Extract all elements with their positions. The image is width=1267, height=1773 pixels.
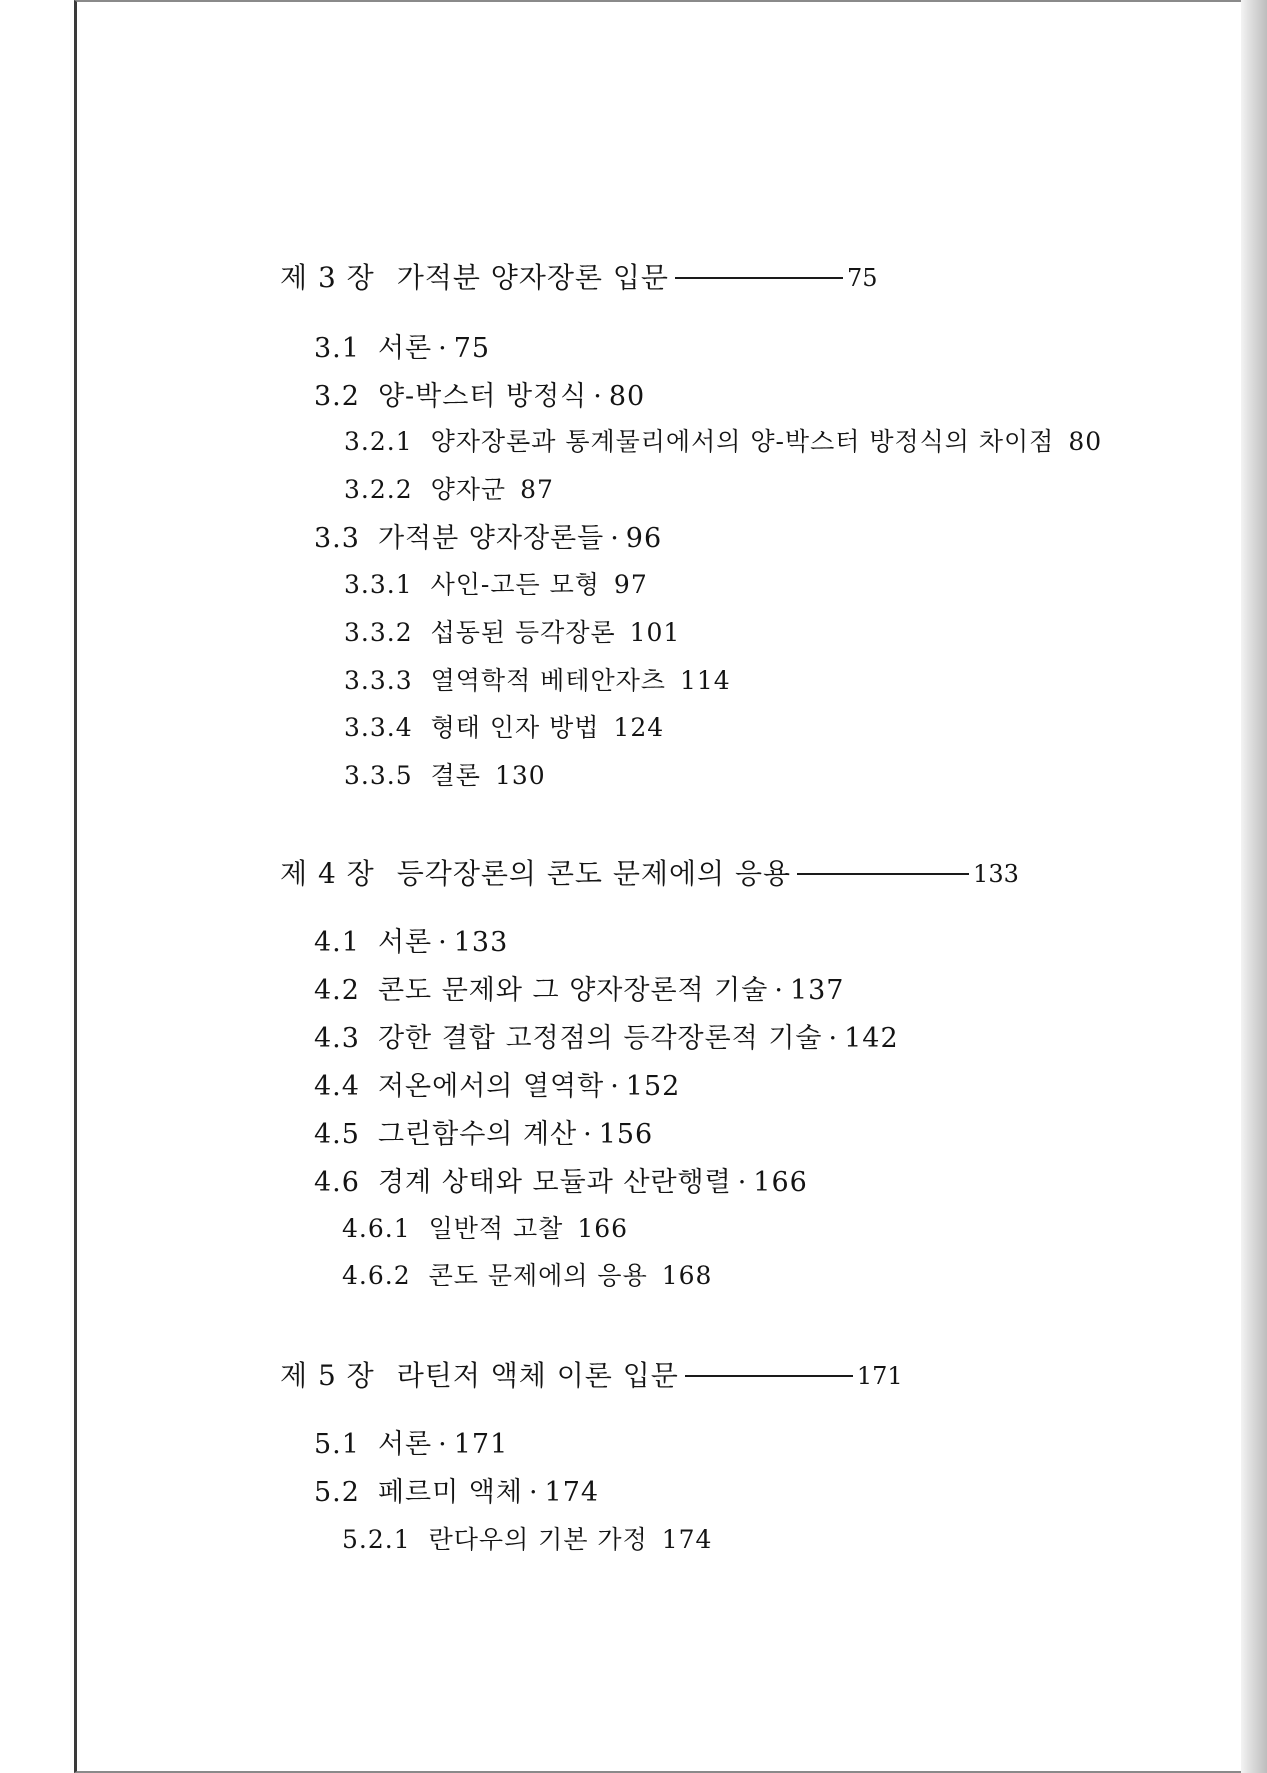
section-title: 강한 결합 고정점의 등각장론적 기술	[377, 1023, 823, 1054]
section-title: 서론	[377, 927, 433, 958]
subsection-title: 양자장론과 통계물리에서의 양-박스터 방정식의 차이점	[430, 427, 1055, 456]
subsection-number: 4.6.1	[342, 1214, 411, 1243]
section-page: 75	[453, 333, 491, 364]
subsection-title: 열역학적 베테안자츠	[430, 666, 666, 695]
section-3-3	[314, 525, 662, 552]
subsection-title: 콘도 문제에의 응용	[428, 1261, 648, 1290]
chapter-title: 가적분 양자장론 입문	[396, 261, 669, 294]
section-number: 4.6	[314, 1167, 360, 1198]
subsection-page: 124	[613, 713, 665, 742]
section-3-2	[314, 383, 645, 410]
section-number: 4.2	[314, 975, 360, 1006]
separator-dot: ·	[774, 975, 784, 1006]
chapter-page: 171	[856, 1362, 903, 1390]
subsection-title: 형태 인자 방법	[430, 713, 600, 742]
separator-dot: ·	[438, 1429, 448, 1460]
section-number: 4.4	[314, 1071, 360, 1102]
section-5-1	[314, 1431, 508, 1458]
section-page: 80	[608, 381, 646, 412]
chapter-3-heading	[280, 261, 878, 294]
subsection-page: 114	[679, 666, 731, 695]
separator-dot: ·	[610, 523, 620, 554]
subsection-3-3-4	[344, 715, 664, 740]
subsection-4-6-2	[342, 1263, 712, 1288]
subsection-4-6-1	[342, 1216, 628, 1241]
section-title: 페르미 액체	[377, 1477, 523, 1508]
section-number: 5.2	[314, 1477, 360, 1508]
section-title: 콘도 문제와 그 양자장론적 기술	[377, 975, 769, 1006]
chapter-4-heading	[280, 857, 1019, 890]
section-title: 가적분 양자장론들	[377, 523, 605, 554]
section-page: 137	[789, 975, 845, 1006]
section-number: 3.1	[314, 333, 360, 364]
section-page: 166	[753, 1167, 808, 1198]
section-number: 3.2	[314, 381, 360, 412]
chapter-title: 등각장론의 콘도 문제에의 응용	[396, 857, 792, 890]
subsection-page: 168	[661, 1261, 713, 1290]
separator-dot: ·	[528, 1477, 539, 1508]
section-title: 저온에서의 열역학	[377, 1071, 605, 1102]
subsection-3-3-5	[344, 763, 546, 788]
chapter-label: 제 5 장	[280, 1359, 375, 1392]
subsection-3-3-2	[344, 620, 680, 645]
dot-leader	[675, 277, 843, 279]
separator-dot: ·	[583, 1119, 593, 1150]
subsection-3-3-3	[344, 668, 731, 693]
subsection-number: 3.3.4	[344, 713, 413, 742]
section-number: 4.5	[314, 1119, 360, 1150]
separator-dot: ·	[737, 1167, 748, 1198]
section-4-5	[314, 1121, 653, 1148]
subsection-page: 80	[1068, 427, 1103, 456]
subsection-title: 양자군	[430, 475, 507, 504]
subsection-number: 3.3.3	[344, 666, 413, 695]
subsection-page: 97	[613, 570, 648, 599]
section-title: 서론	[377, 333, 433, 364]
chapter-label: 제 4 장	[280, 857, 375, 890]
subsection-number: 4.6.2	[342, 1261, 411, 1290]
subsection-title: 사인-고든 모형	[430, 570, 600, 599]
subsection-title: 결론	[430, 761, 481, 790]
subsection-page: 101	[629, 618, 681, 647]
section-4-3	[314, 1025, 899, 1052]
section-number: 3.3	[314, 523, 360, 554]
subsection-page: 87	[520, 475, 554, 504]
section-page: 96	[625, 523, 663, 554]
chapter-page: 133	[973, 860, 1019, 888]
section-4-1	[314, 929, 508, 956]
section-number: 5.1	[314, 1429, 360, 1460]
subsection-page: 166	[577, 1214, 629, 1243]
subsection-5-2-1	[342, 1527, 712, 1552]
subsection-title: 란다우의 기본 가정	[428, 1525, 648, 1554]
section-title: 양-박스터 방정식	[377, 381, 588, 412]
section-4-6	[314, 1169, 808, 1196]
section-5-2	[314, 1479, 599, 1506]
subsection-page: 130	[494, 761, 546, 790]
section-page: 174	[544, 1477, 600, 1508]
subsection-3-2-1	[344, 429, 1102, 454]
subsection-number: 3.3.2	[344, 618, 413, 647]
section-4-2	[314, 977, 845, 1004]
chapter-page: 75	[846, 264, 878, 292]
subsection-page: 174	[661, 1525, 713, 1554]
subsection-number: 3.3.1	[344, 570, 413, 599]
subsection-3-2-2	[344, 477, 554, 502]
subsection-title: 섭동된 등각장론	[430, 618, 616, 647]
subsection-number: 3.2.1	[344, 427, 413, 456]
section-number: 4.1	[314, 927, 360, 958]
subsection-number: 3.2.2	[344, 475, 413, 504]
chapter-title: 라틴저 액체 이론 입문	[396, 1359, 679, 1392]
dot-leader	[685, 1375, 853, 1377]
chapter-label: 제 3 장	[280, 261, 375, 294]
subsection-title: 일반적 고찰	[428, 1214, 564, 1243]
section-page: 133	[453, 927, 509, 958]
section-page: 142	[844, 1023, 899, 1054]
section-3-1	[314, 335, 490, 362]
dot-leader	[797, 873, 969, 875]
section-number: 4.3	[314, 1023, 360, 1054]
subsection-number: 5.2.1	[342, 1525, 411, 1554]
section-page: 152	[625, 1071, 681, 1102]
section-page: 171	[453, 1429, 509, 1460]
section-title: 그린함수의 계산	[377, 1119, 578, 1150]
chapter-5-heading	[280, 1359, 903, 1392]
separator-dot: ·	[610, 1071, 620, 1102]
section-title: 서론	[377, 1429, 433, 1460]
separator-dot: ·	[593, 381, 603, 412]
section-page: 156	[598, 1119, 654, 1150]
separator-dot: ·	[438, 333, 448, 364]
subsection-3-3-1	[344, 572, 648, 597]
separator-dot: ·	[438, 927, 448, 958]
section-4-4	[314, 1073, 680, 1100]
subsection-number: 3.3.5	[344, 761, 413, 790]
section-title: 경계 상태와 모듈과 산란행렬	[377, 1167, 732, 1198]
separator-dot: ·	[828, 1023, 839, 1054]
